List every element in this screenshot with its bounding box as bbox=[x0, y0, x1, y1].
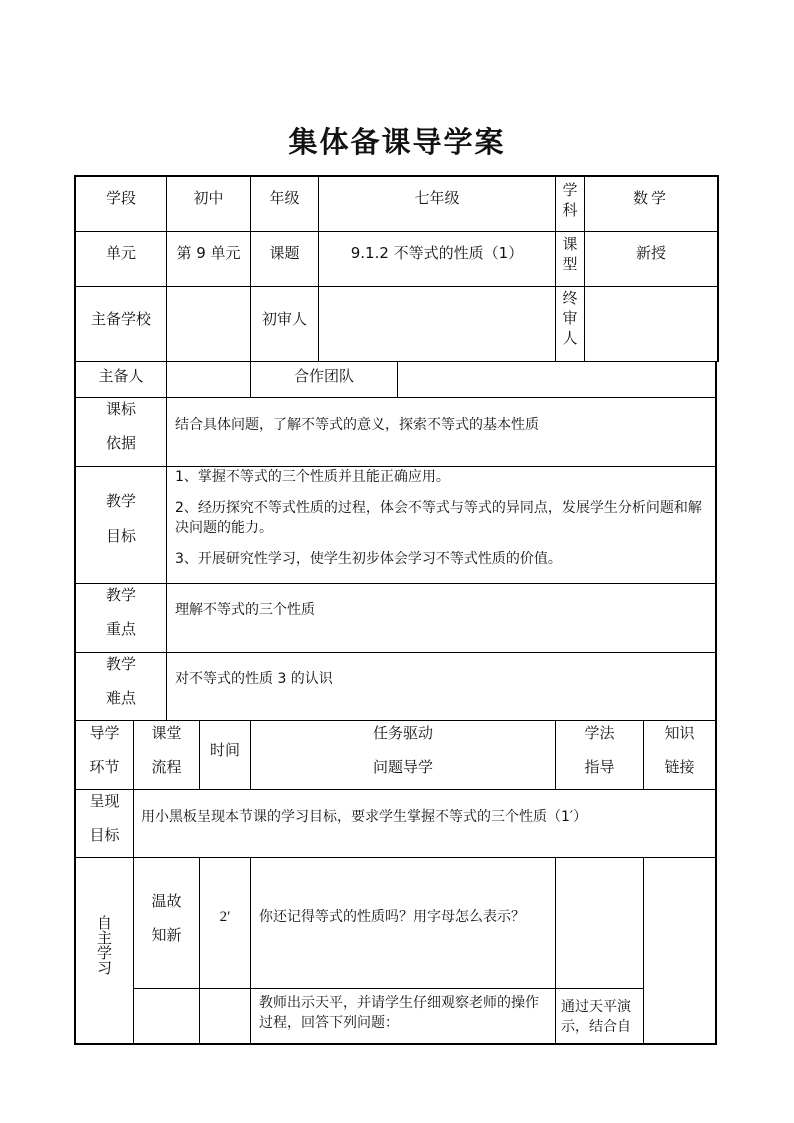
first-reviewer-label: 初审人 bbox=[261, 310, 307, 328]
flow-header-2: 流程 bbox=[151, 758, 182, 776]
col-line bbox=[166, 397, 167, 721]
lesson-type-value: 新授 bbox=[635, 244, 666, 262]
key-points-text: 理解不等式的三个性质 bbox=[175, 602, 315, 618]
table-border-top bbox=[74, 175, 719, 177]
table-border-left bbox=[74, 175, 76, 1045]
topic-label: 课题 bbox=[269, 244, 300, 262]
col-line bbox=[166, 361, 167, 398]
row-line bbox=[74, 583, 717, 584]
objectives-label-1: 教学 bbox=[105, 492, 136, 510]
standard-text: 结合具体问题，了解不等式的意义，探索不等式的基本性质 bbox=[175, 417, 539, 433]
standard-label-1: 课标 bbox=[105, 400, 136, 418]
objectives-label-2: 目标 bbox=[105, 527, 136, 545]
task-header-1: 任务驱动 bbox=[372, 724, 433, 742]
review-time: 2′ bbox=[219, 909, 231, 925]
col-line bbox=[199, 857, 200, 1044]
topic-value: 9.1.2 不等式的性质（1） bbox=[350, 244, 524, 262]
difficulties-label-1: 教学 bbox=[105, 655, 136, 673]
present-goal-label-2: 目标 bbox=[89, 826, 120, 844]
objective-item: 2、经历探究不等式性质的过程，体会不等式与等式的异同点，发展学生分析问题和解决问题的能力。 bbox=[175, 500, 702, 536]
table-border-bottom bbox=[74, 1043, 717, 1045]
lesson-type-label: 课型 bbox=[562, 235, 578, 273]
method-header-2: 指导 bbox=[584, 758, 615, 776]
stage-label: 学段 bbox=[105, 189, 136, 207]
row-line bbox=[74, 720, 717, 721]
row-line bbox=[74, 789, 717, 790]
time-header: 时间 bbox=[209, 741, 240, 759]
grade-value: 七年级 bbox=[414, 189, 460, 207]
method-text: 通过天平演示，结合自 bbox=[561, 999, 631, 1035]
key-points-label-1: 教学 bbox=[105, 586, 136, 604]
guide-header-1: 导学 bbox=[89, 724, 120, 742]
table-border-right bbox=[715, 361, 717, 1045]
row-line bbox=[74, 286, 719, 287]
subject-value: 数学 bbox=[632, 189, 669, 207]
difficulties-label-2: 难点 bbox=[105, 689, 136, 707]
col-line bbox=[555, 857, 556, 1044]
subject-label: 学科 bbox=[562, 181, 578, 219]
grade-label: 年级 bbox=[269, 189, 300, 207]
objective-item: 1、掌握不等式的三个性质并且能正确应用。 bbox=[175, 469, 450, 485]
final-reviewer-label: 终审人 bbox=[562, 289, 578, 347]
col-line bbox=[133, 789, 134, 858]
col-line bbox=[643, 857, 644, 1044]
link-header-2: 链接 bbox=[664, 758, 695, 776]
row-line bbox=[74, 857, 717, 858]
unit-label: 单元 bbox=[105, 244, 136, 262]
guide-header-2: 环节 bbox=[89, 758, 120, 776]
lead-school-label: 主备学校 bbox=[90, 310, 151, 328]
key-points-label-2: 重点 bbox=[105, 620, 136, 638]
team-label: 合作团队 bbox=[293, 367, 354, 385]
row-line bbox=[74, 231, 719, 232]
review-label-2: 知新 bbox=[151, 926, 182, 944]
row-line-partial bbox=[133, 988, 643, 989]
task-header-2: 问题导学 bbox=[372, 758, 433, 776]
objective-item: 3、开展研究性学习，使学生初步体会学习不等式性质的价值。 bbox=[175, 551, 562, 567]
col-line bbox=[133, 857, 134, 1044]
present-goal-label-1: 呈现 bbox=[89, 792, 120, 810]
flow-header-1: 课堂 bbox=[151, 724, 182, 742]
difficulties-text: 对不等式的性质 3 的认识 bbox=[175, 671, 333, 687]
stage-value: 初中 bbox=[193, 189, 224, 207]
demo-text: 教师出示天平，并请学生仔细观察老师的操作过程，回答下列问题： bbox=[259, 995, 539, 1031]
page-title: 集体备课导学案 bbox=[288, 125, 506, 159]
link-header-1: 知识 bbox=[664, 724, 695, 742]
row-line bbox=[74, 652, 717, 653]
table-border-right bbox=[717, 175, 719, 362]
review-question: 你还记得等式的性质吗？用字母怎么表示？ bbox=[259, 909, 525, 925]
col-line bbox=[250, 857, 251, 1044]
self-study-label: 自主学习 bbox=[95, 915, 113, 975]
row-line bbox=[74, 397, 717, 398]
lead-preparer-label: 主备人 bbox=[98, 367, 144, 385]
standard-label-2: 依据 bbox=[105, 434, 136, 452]
unit-value: 第 9 单元 bbox=[176, 244, 241, 262]
col-line bbox=[555, 175, 556, 362]
review-label-1: 温故 bbox=[151, 892, 182, 910]
method-header-1: 学法 bbox=[584, 724, 615, 742]
present-goal-text: 用小黑板呈现本节课的学习目标，要求学生掌握不等式的三个性质（1′） bbox=[141, 809, 588, 825]
col-line bbox=[397, 361, 398, 398]
